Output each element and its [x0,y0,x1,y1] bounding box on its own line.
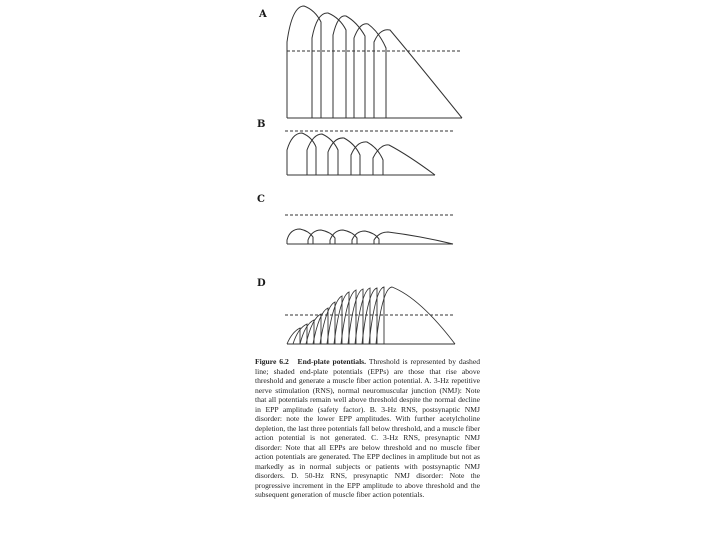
caption-figure-number: Figure 6.2 [255,357,289,366]
panel-label-b: B [257,119,266,130]
panel-label-a: A [259,9,267,20]
caption-title: End-plate potentials. [297,357,367,366]
panel-label-d: D [257,278,266,289]
panel-label-c: C [257,194,265,205]
figure-caption [255,357,480,540]
panel-d-epp-8 [334,292,349,344]
panel-d-epp-9 [341,290,356,344]
caption-body: Threshold is represented by dashed line; shaded end-plate potentials (EPPs) are those that rise above threshold and generate a muscle fiber action potential. A. 3-Hz repetitive nerve stimulation (RNS), normal neuromuscular junction (NMJ): Note that all potentials remain well above threshold despite the normal decline in EPP amplitude (safety factor). B. 3-Hz RNS, postsynaptic NMJ disorder: note the lower EPP amplitudes. With further acetylcholine depletion, the last three potentials fall below threshold, and a muscle fiber action potential is not generated. C. 3-Hz RNS, presynaptic NMJ disorder: Note that all EPPs are below threshold and no muscle fiber action potentials are generated. The EPP declines in amplitude but not as markedly as in normal subjects or patients with postsynaptic NMJ disorders. D. 50-Hz RNS, presynaptic NMJ disorder: Note the progressive increment in the EPP amplitude to above threshold and the subsequent generation of muscle fiber action potentials. [255,357,480,499]
